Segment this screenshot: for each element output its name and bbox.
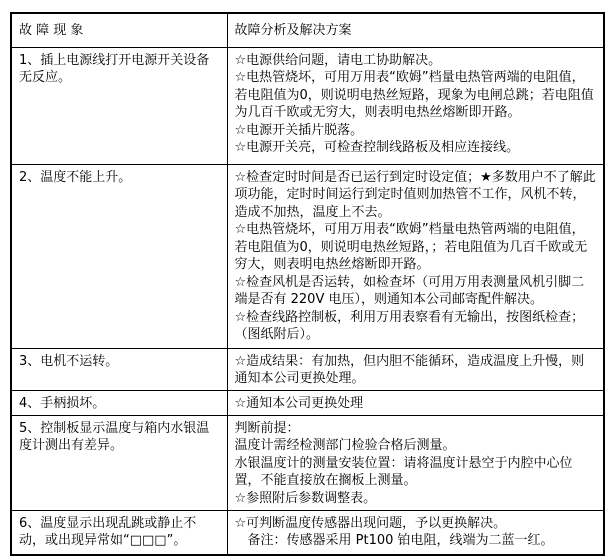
analysis-line: ☆电源开关插片脱落。 bbox=[234, 122, 364, 138]
analysis-cell bbox=[227, 164, 604, 348]
fault-cell bbox=[11, 47, 227, 164]
analysis-line: ☆参照附后参数调整表。 bbox=[234, 490, 377, 506]
fault-cell bbox=[11, 390, 227, 415]
analysis-line: ☆造成结果：有加热，但内胆不能循环，造成温度上升慢，则通知本公司更换处理。 bbox=[234, 353, 585, 386]
table-row bbox=[11, 348, 604, 390]
analysis-line: 水银温度计的测量安装位置：请将温度计悬空于内腔中心位置，不能直接放在搁板上测量。 bbox=[234, 455, 573, 488]
analysis-line: ☆检查线路控制板，利用万用表察看有无输出，按图纸检查；（图纸附后）。 bbox=[234, 309, 585, 342]
fault-text: 3、电机不运转。 bbox=[19, 353, 119, 369]
table-row bbox=[11, 510, 604, 555]
analysis-cell bbox=[227, 415, 604, 510]
analysis-cell bbox=[227, 510, 604, 555]
fault-text: 1、插上电源线打开电源开关设备无反应。 bbox=[19, 52, 210, 85]
analysis-cell bbox=[227, 348, 604, 390]
analysis-line: ☆电源开关亮，可检查控制线路板及相应连接线。 bbox=[234, 140, 520, 155]
analysis-line: 判断前提： bbox=[234, 420, 300, 436]
column-header-analysis: 故障分析及解决方案 bbox=[227, 13, 604, 47]
analysis-line: ☆检查风机是否运转，如检查坏（可用万用表测量风机引脚二端是否有 220V 电压），则通知本公司邮寄配件解决。 bbox=[234, 274, 585, 307]
fault-text: 2、温度不能上升。 bbox=[19, 169, 132, 185]
table-row bbox=[11, 390, 604, 415]
analysis-line: ☆可判断温度传感器出现问题，予以更换解决。 bbox=[234, 515, 507, 531]
table-header-row bbox=[11, 13, 604, 47]
fault-text: 6、温度显示出现乱跳或静止不动，或出现异常如“□□□”。 bbox=[19, 515, 197, 548]
fault-text: 5、控制板显示温度与箱内水银温度计测出有差异。 bbox=[19, 420, 210, 453]
fault-cell bbox=[11, 510, 227, 555]
analysis-line: 温度计需经检测部门检验合格后测量。 bbox=[234, 438, 456, 453]
troubleshooting-table bbox=[10, 12, 605, 556]
fault-cell bbox=[11, 348, 227, 390]
analysis-line: ☆电热管烧坏，可用万用表“欧姆”档量电热管两端的电阻值，若电阻值为0，则说明电热丝短路，现象为电闸总跳；若电阻值为几百千欧或无穷大，则表明电热丝熔断即开路。 bbox=[234, 70, 594, 120]
analysis-line: 备注：传感器采用 Pt100 铂电阻，线端为二蓝一红。 bbox=[234, 533, 554, 548]
fault-cell bbox=[11, 415, 227, 510]
table-row bbox=[11, 47, 604, 164]
table-row bbox=[11, 415, 604, 510]
analysis-line: ☆通知本公司更换处理 bbox=[234, 395, 364, 411]
analysis-line: ☆检查定时时间是否已运行到定时设定值；★多数用户不了解此项功能，定时时间运行到定时值则加热管不工作，风机不转，造成不加热，温度上不去。 bbox=[234, 169, 596, 220]
column-header-fault: 故 障 现 象 bbox=[11, 13, 227, 47]
analysis-cell bbox=[227, 390, 604, 415]
fault-text: 4、手柄损坏。 bbox=[19, 395, 106, 411]
analysis-cell bbox=[227, 47, 604, 164]
table-row bbox=[11, 164, 604, 348]
fault-cell bbox=[11, 164, 227, 348]
analysis-line: ☆电源供给问题，请电工协助解决。 bbox=[234, 52, 442, 68]
analysis-line: ☆电热管烧坏，可用万用表“欧姆”档量电热管两端的电阻值，若电阻值为0，则说明电热丝短路，；若电阻值为几百千欧或无穷大，则表明电热丝熔断即开路。 bbox=[234, 222, 588, 272]
